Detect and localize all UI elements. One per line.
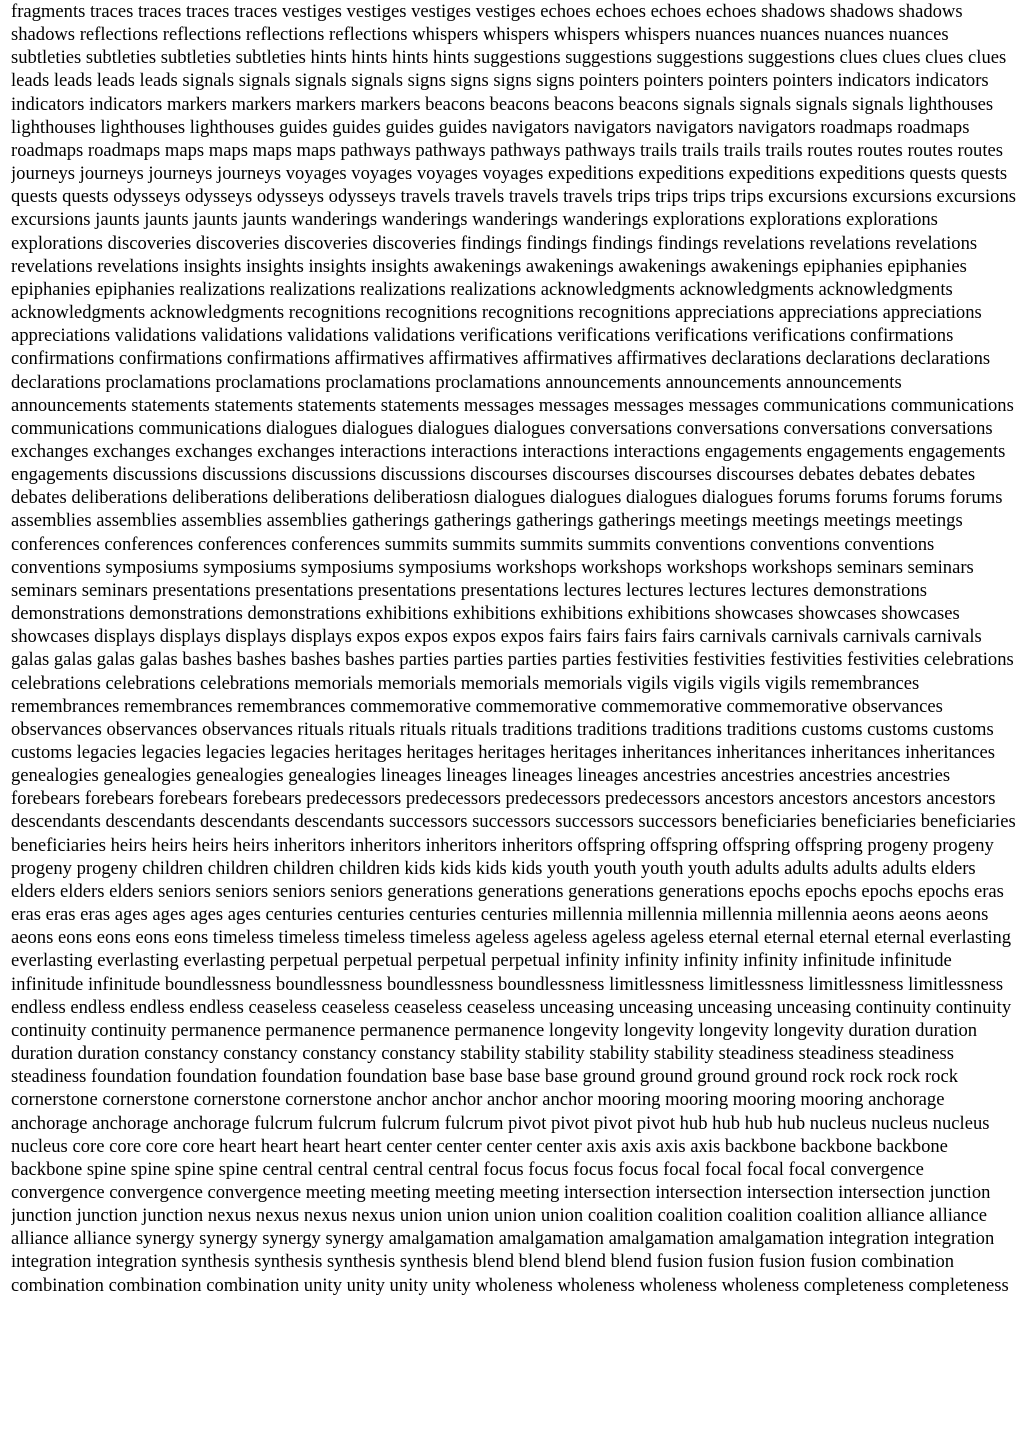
document-page (11, 0, 1017, 1448)
body-text: fragments traces traces traces traces vestiges vestiges vestiges vestiges echoes echoes echoes echoes shadows shadows shadows shadows reflections reflections reflections reflections whispers whispers whispers whispers nuances nuances nuances nuances subtleties subtleties subtleties subtleties hints hints hints hints suggestions suggestions suggestions suggestions clues clues clues clues leads leads leads leads signals signals signals signals signs signs signs signs pointers pointers pointers pointers indicators indicators indicators indicators markers markers markers markers beacons beacons beacons beacons signals signals signals signals lighthouses lighthouses lighthouses lighthouses guides guides guides guides navigators navigators navigators navigators roadmaps roadmaps roadmaps roadmaps maps maps maps maps pathways pathways pathways pathways trails trails trails trails routes routes routes routes journeys journeys journeys journeys voyages voyages voyages voyages expeditions expeditions expeditions expeditions quests quests quests quests odysseys odysseys odysseys odysseys travels travels travels travels trips trips trips trips excursions excursions excursions excursions jaunts jaunts jaunts jaunts wanderings wanderings wanderings wanderings explorations explorations explorations explorations discoveries discoveries discoveries discoveries findings findings findings findings revelations revelations revelations revelations revelations insights insights insights insights awakenings awakenings awakenings awakenings epiphanies epiphanies epiphanies epiphanies realizations realizations realizations realizations acknowledgments acknowledgments acknowledgments acknowledgments acknowledgments recognitions recognitions recognitions recognitions appreciations appreciations appreciations appreciations validations validations validations validations verifications verifications verifications verifications confirmations confirmations confirmations confirmations affirmatives affirmatives affirmatives affirmatives declarations declarations declarations declarations proclamations proclamations proclamations proclamations announcements announcements announcements announcements statements statements statements statements messages messages messages messages communications communications communications communications dialogues dialogues dialogues dialogues conversations conversations conversations conversations exchanges exchanges exchanges exchanges interactions interactions interactions interactions engagements engagements engagements engagements discussions discussions discussions discussions discourses discourses discourses discourses debates debates debates debates deliberations deliberations deliberations deliberatiosn dialogues dialogues dialogues dialogues forums forums forums forums assemblies assemblies assemblies assemblies gatherings gatherings gatherings gatherings meetings meetings meetings meetings conferences conferences conferences conferences summits summits summits summits conventions conventions conventions conventions symposiums symposiums symposiums symposiums workshops workshops workshops workshops seminars seminars seminars seminars presentations presentations presentations presentations lectures lectures lectures lectures demonstrations demonstrations demonstrations demonstrations exhibitions exhibitions exhibitions exhibitions showcases showcases showcases showcases displays displays displays displays expos expos expos expos fairs fairs fairs fairs carnivals carnivals carnivals carnivals galas galas galas galas bashes bashes bashes bashes parties parties parties parties festivities festivities festivities festivities celebrations celebrations celebrations celebrations memorials memorials memorials memorials vigils vigils vigils vigils remembrances remembrances remembrances remembrances commemorative commemorative commemorative commemorative observances observances observances observances rituals rituals rituals rituals traditions traditions traditions traditions customs customs customs customs legacies legacies legacies legacies heritages heritages heritages heritages inheritances inheritances inheritances inheritances genealogies genealogies genealogies genealogies lineages lineages lineages lineages ancestries ancestries ancestries ancestries forebears forebears forebears forebears predecessors predecessors predecessors predecessors ancestors ancestors ancestors ancestors descendants descendants descendants descendants successors successors successors successors beneficiaries beneficiaries beneficiaries beneficiaries heirs heirs heirs heirs inheritors inheritors inheritors inheritors offspring offspring offspring offspring progeny progeny progeny progeny children children children children kids kids kids kids youth youth youth youth adults adults adults adults elders elders elders elders seniors seniors seniors seniors generations generations generations generations epochs epochs epochs epochs eras eras eras eras ages ages ages ages centuries centuries centuries centuries millennia millennia millennia millennia aeons aeons aeons aeons eons eons eons eons timeless timeless timeless timeless ageless ageless ageless ageless eternal eternal eternal eternal everlasting everlasting everlasting everlasting perpetual perpetual perpetual perpetual infinity infinity infinity infinity infinitude infinitude infinitude infinitude boundlessness boundlessness boundlessness boundlessness limitlessness limitlessness limitlessness limitlessness endless endless endless endless ceaseless ceaseless ceaseless ceaseless unceasing unceasing unceasing unceasing continuity continuity continuity continuity permanence permanence permanence permanence longevity longevity longevity longevity duration duration duration duration constancy constancy constancy constancy stability stability stability stability steadiness steadiness steadiness steadiness foundation foundation foundation foundation base base base base ground ground ground ground rock rock rock rock cornerstone cornerstone cornerstone cornerstone anchor anchor anchor anchor mooring mooring mooring mooring anchorage anchorage anchorage anchorage fulcrum fulcrum fulcrum fulcrum pivot pivot pivot pivot hub hub hub hub nucleus nucleus nucleus nucleus core core core core heart heart heart heart center center center center axis axis axis axis backbone backbone backbone backbone spine spine spine spine central central central central focus focus focus focus focal focal focal focal convergence convergence convergence convergence meeting meeting meeting meeting intersection intersection intersection intersection junction junction junction junction nexus nexus nexus nexus union union union union coalition coalition coalition coalition alliance alliance alliance alliance synergy synergy synergy synergy amalgamation amalgamation amalgamation amalgamation integration integration integration integration synthesis synthesis synthesis synthesis blend blend blend blend fusion fusion fusion fusion combination combination combination combination unity unity unity unity wholeness wholeness wholeness wholeness completeness completeness (11, 1, 1016, 1296)
